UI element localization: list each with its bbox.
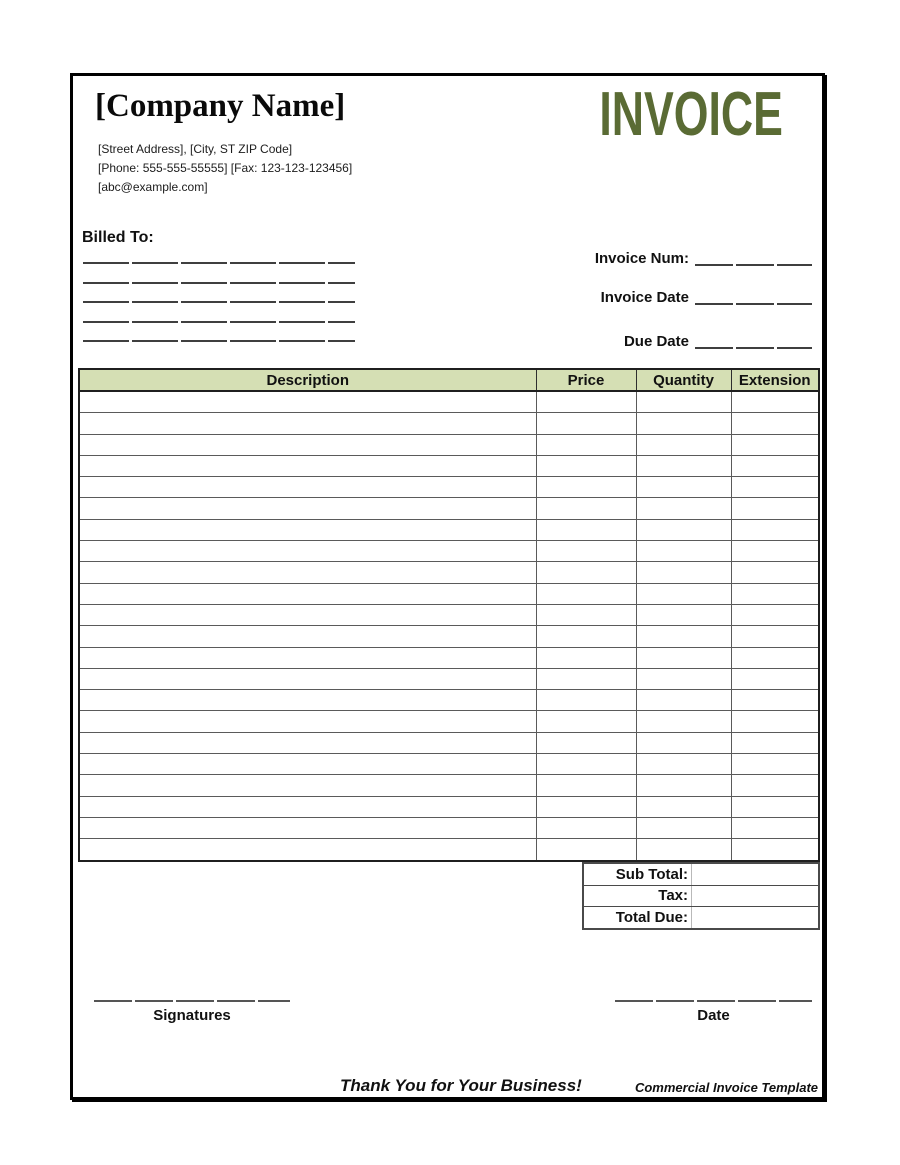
items-table-cell (536, 817, 636, 838)
items-table-cell (79, 754, 536, 775)
items-table-cell (636, 626, 731, 647)
items-table-cell (731, 626, 819, 647)
items-table-row (79, 668, 819, 689)
items-table-row (79, 839, 819, 861)
totals-row (583, 885, 819, 907)
signature-blank-line (94, 1000, 290, 1002)
items-table-cell (536, 477, 636, 498)
items-table-row (79, 732, 819, 753)
items-table-row (79, 498, 819, 519)
items-table-cell (79, 562, 536, 583)
items-table-cell (536, 434, 636, 455)
invoice-meta-label: Invoice Num: (594, 250, 689, 267)
items-table-cell (79, 690, 536, 711)
items-table-cell (536, 541, 636, 562)
items-table-cell (79, 413, 536, 434)
items-table-cell (731, 583, 819, 604)
items-table-cell (731, 796, 819, 817)
items-table-cell (636, 562, 731, 583)
items-table-cell (636, 754, 731, 775)
invoice-meta-blank-line (695, 347, 812, 349)
items-table-cell (636, 839, 731, 861)
items-table-cell (636, 413, 731, 434)
items-table-cell (636, 711, 731, 732)
company-address-line1: [Street Address], [City, ST ZIP Code] (98, 142, 293, 156)
items-table-cell (536, 647, 636, 668)
items-table-cell (636, 498, 731, 519)
company-address-line3: [abc@example.com] (98, 180, 208, 194)
totals-label: Sub Total: (583, 863, 692, 885)
totals-row (583, 907, 819, 929)
totals-row (583, 863, 819, 885)
items-table-row (79, 391, 819, 413)
items-table-row (79, 541, 819, 562)
items-table-cell (731, 477, 819, 498)
items-table-cell (636, 775, 731, 796)
invoice-meta-label: Due Date (623, 333, 689, 350)
totals-label: Total Due: (583, 907, 692, 929)
items-table-header-row (79, 369, 819, 391)
items-table-cell (79, 817, 536, 838)
items-table-cell (636, 796, 731, 817)
invoice-meta-label: Invoice Date (600, 289, 689, 306)
date-label: Date (697, 1007, 730, 1024)
items-table-cell (636, 604, 731, 625)
items-table-cell (79, 391, 536, 413)
items-table-cell (536, 413, 636, 434)
billed-to-blank-line (83, 262, 355, 264)
items-table-cell (79, 498, 536, 519)
items-table-cell (536, 839, 636, 861)
items-table-cell (536, 775, 636, 796)
items-table-cell (636, 477, 731, 498)
company-name: [Company Name] (95, 88, 346, 124)
invoice-meta-row (492, 289, 812, 307)
items-table-cell (731, 711, 819, 732)
items-table-cell (731, 434, 819, 455)
items-table-cell (536, 583, 636, 604)
invoice-page (70, 73, 825, 1100)
items-table-cell (731, 498, 819, 519)
items-table-row (79, 604, 819, 625)
items-table-cell (731, 775, 819, 796)
items-table-cell (636, 668, 731, 689)
items-table-cell (731, 455, 819, 476)
billed-to-lines (83, 262, 355, 360)
items-table-row (79, 413, 819, 434)
totals-value (692, 907, 820, 929)
items-table-cell (79, 796, 536, 817)
items-table-row (79, 817, 819, 838)
items-table-cell (536, 604, 636, 625)
items-table-cell (636, 647, 731, 668)
items-table-cell (731, 668, 819, 689)
items-table-cell (79, 647, 536, 668)
billed-to-label: Billed To: (82, 229, 154, 246)
company-address-line2: [Phone: 555-555-55555] [Fax: 123-123-123456] (98, 161, 353, 175)
items-table-row (79, 647, 819, 668)
items-table-row (79, 796, 819, 817)
date-blank-line (615, 1000, 812, 1002)
invoice-meta-blank-line (695, 303, 812, 305)
items-table-cell (636, 391, 731, 413)
thank-you-message: Thank You for Your Business! (340, 1076, 582, 1095)
items-table-cell (636, 455, 731, 476)
invoice-meta-row (492, 333, 812, 351)
items-table-cell (536, 391, 636, 413)
items-table-row (79, 690, 819, 711)
company-address (98, 140, 352, 197)
items-table-cell (536, 562, 636, 583)
items-table-cell (731, 541, 819, 562)
billed-to-blank-line (83, 282, 355, 284)
items-table (78, 368, 820, 862)
invoice-meta-blank-line (695, 264, 812, 266)
items-table-cell (636, 583, 731, 604)
invoice-title: INVOICE (599, 80, 783, 149)
items-table-row (79, 562, 819, 583)
totals-label: Tax: (583, 885, 692, 907)
invoice-meta (492, 250, 812, 351)
column-header-description: Description (79, 369, 536, 391)
items-table-cell (731, 754, 819, 775)
items-table-cell (731, 391, 819, 413)
column-header-price: Price (536, 369, 636, 391)
billed-to-blank-line (83, 321, 355, 323)
items-table-cell (636, 519, 731, 540)
items-table-cell (536, 668, 636, 689)
items-table-cell (79, 477, 536, 498)
items-table-cell (79, 541, 536, 562)
items-table-cell (79, 455, 536, 476)
items-table-cell (731, 690, 819, 711)
items-table-cell (79, 775, 536, 796)
items-table-row (79, 519, 819, 540)
items-table-cell (731, 817, 819, 838)
totals-table (582, 862, 820, 930)
items-table-row (79, 775, 819, 796)
items-table-cell (79, 839, 536, 861)
items-table-cell (731, 413, 819, 434)
items-table-cell (731, 732, 819, 753)
column-header-extension: Extension (731, 369, 819, 391)
items-table-cell (79, 668, 536, 689)
items-table-cell (536, 711, 636, 732)
invoice-meta-row (492, 250, 812, 268)
items-table-row (79, 711, 819, 732)
items-table-cell (79, 711, 536, 732)
items-table-row (79, 626, 819, 647)
items-table-cell (731, 839, 819, 861)
items-table-cell (536, 455, 636, 476)
items-table-row (79, 754, 819, 775)
template-name: Commercial Invoice Template (634, 1080, 818, 1095)
items-table-cell (536, 754, 636, 775)
items-table-cell (731, 562, 819, 583)
items-table-cell (79, 626, 536, 647)
items-table-cell (731, 519, 819, 540)
items-table-row (79, 455, 819, 476)
items-table-cell (636, 541, 731, 562)
items-table-cell (536, 690, 636, 711)
billed-to-blank-line (83, 301, 355, 303)
items-table-cell (636, 690, 731, 711)
items-table-cell (731, 647, 819, 668)
column-header-quantity: Quantity (636, 369, 731, 391)
totals-value (692, 863, 820, 885)
totals-value (692, 885, 820, 907)
items-table-cell (536, 626, 636, 647)
items-table-cell (79, 604, 536, 625)
items-table-cell (536, 519, 636, 540)
items-table-row (79, 434, 819, 455)
items-table-cell (536, 732, 636, 753)
items-table-row (79, 477, 819, 498)
items-table-cell (79, 434, 536, 455)
items-table-cell (79, 583, 536, 604)
signatures-label: Signatures (153, 1007, 231, 1024)
items-table-cell (536, 498, 636, 519)
items-table-cell (79, 519, 536, 540)
items-table-row (79, 583, 819, 604)
items-table-cell (536, 796, 636, 817)
items-table-cell (79, 732, 536, 753)
items-table-cell (636, 732, 731, 753)
billed-to-blank-line (83, 340, 355, 342)
items-table-cell (636, 434, 731, 455)
items-table-cell (636, 817, 731, 838)
items-table-cell (731, 604, 819, 625)
